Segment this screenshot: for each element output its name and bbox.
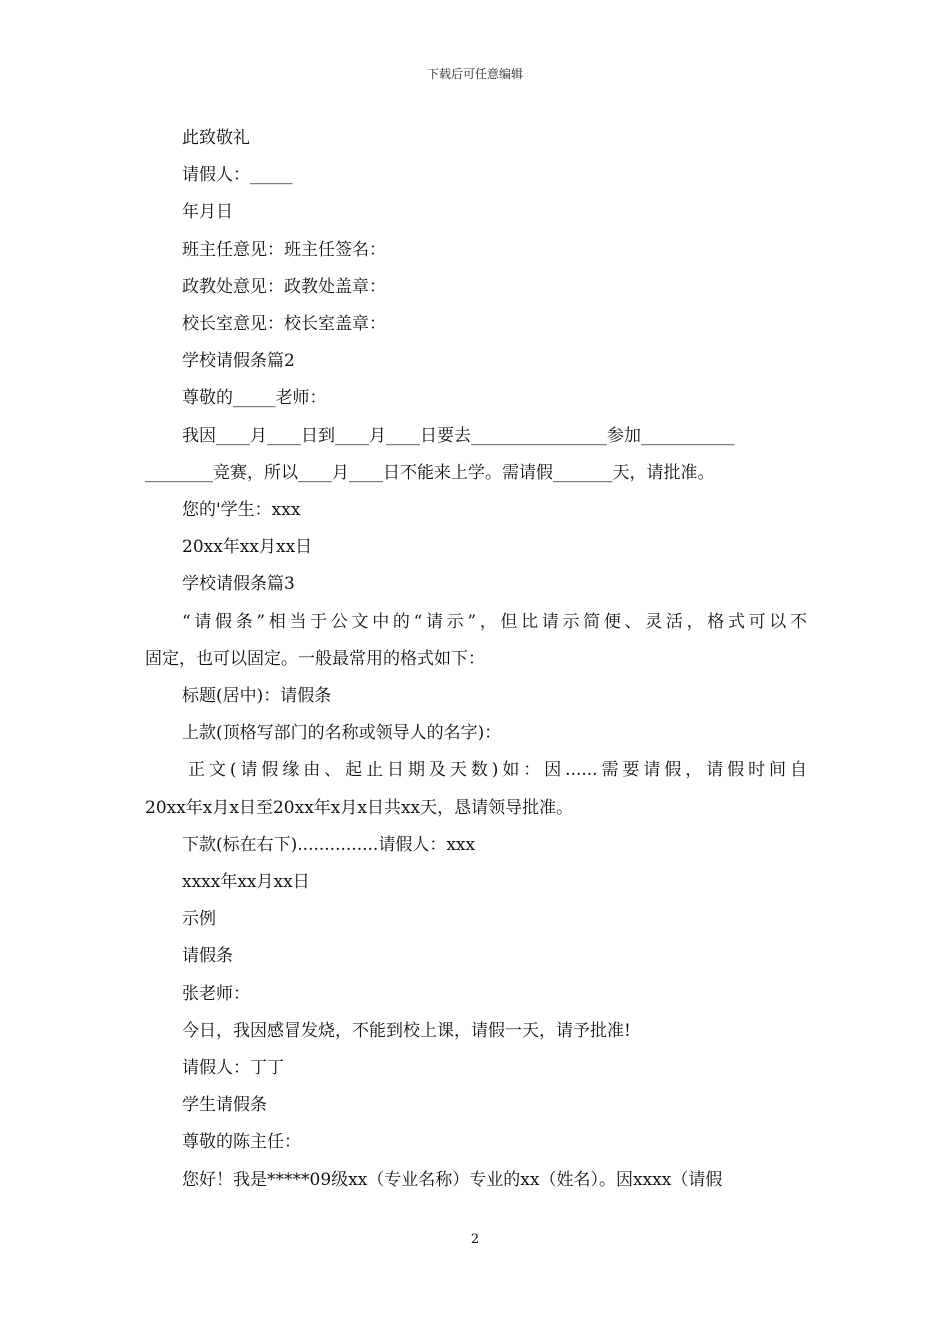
body-line: 今日，我因感冒发烧，不能到校上课，请假一天，请予批准! [182, 1020, 631, 1041]
body-line: 学生请假条 [182, 1095, 267, 1116]
political-office-opinion: 政教处意见：政教处盖章： [182, 276, 386, 297]
body-line: 示例 [182, 909, 216, 930]
body-line: 上款(顶格写部门的名称或领导人的名字)： [182, 723, 502, 744]
body-line: 请假人：丁丁 [182, 1058, 284, 1079]
section-heading-3: 学校请假条篇3 [182, 574, 295, 595]
section-heading-2: 学校请假条篇2 [182, 351, 295, 372]
principal-office-opinion: 校长室意见：校长室盖章： [182, 314, 386, 335]
body-line: 下款(标在右下)...............请假人：xxx [182, 834, 476, 855]
date-line: 20xx年xx月xx日 [182, 537, 313, 558]
date-line: 年月日 [182, 202, 233, 223]
body-line: 张老师： [182, 983, 250, 1004]
body-line: “请假条”相当于公文中的“请示”，但比请示简便、灵活，格式可以不 [182, 611, 807, 632]
body-line: 标题(居中)：请假条 [182, 686, 332, 707]
body-line: 您好！我是*****09级xx（专业名称）专业的xx（姓名）。因xxxx（请假 [182, 1169, 723, 1190]
body-line: ________竞赛，所以____月____日不能来上学。需请假_______天，请批准。 [145, 462, 715, 483]
signature-line: 您的'学生：xxx [182, 500, 301, 521]
greeting-line: 尊敬的_____老师： [182, 388, 327, 409]
head-teacher-opinion: 班主任意见：班主任签名： [182, 239, 386, 260]
body-line: 正文(请假缘由、起止日期及天数)如：因......需要请假，请假时间自 [188, 760, 807, 781]
closing-salutation: 此致敬礼 [182, 128, 250, 148]
body-line: 尊敬的陈主任： [182, 1132, 301, 1153]
body-line: 固定，也可以固定。一般最常用的格式如下： [145, 648, 485, 669]
date-line: xxxx年xx月xx日 [182, 872, 310, 893]
body-line: 我因____月____日到____月____日要去________________参加___________ [182, 425, 735, 446]
page-number: 2 [470, 1232, 480, 1247]
applicant-line: 请假人：_____ [182, 165, 293, 186]
page-header: 下载后可任意编辑 [426, 67, 523, 81]
body-line: 请假条 [182, 946, 233, 967]
document-body [145, 120, 807, 1199]
body-line: 20xx年x月x日至20xx年x月x日共xx天，恳请领导批准。 [145, 797, 574, 818]
